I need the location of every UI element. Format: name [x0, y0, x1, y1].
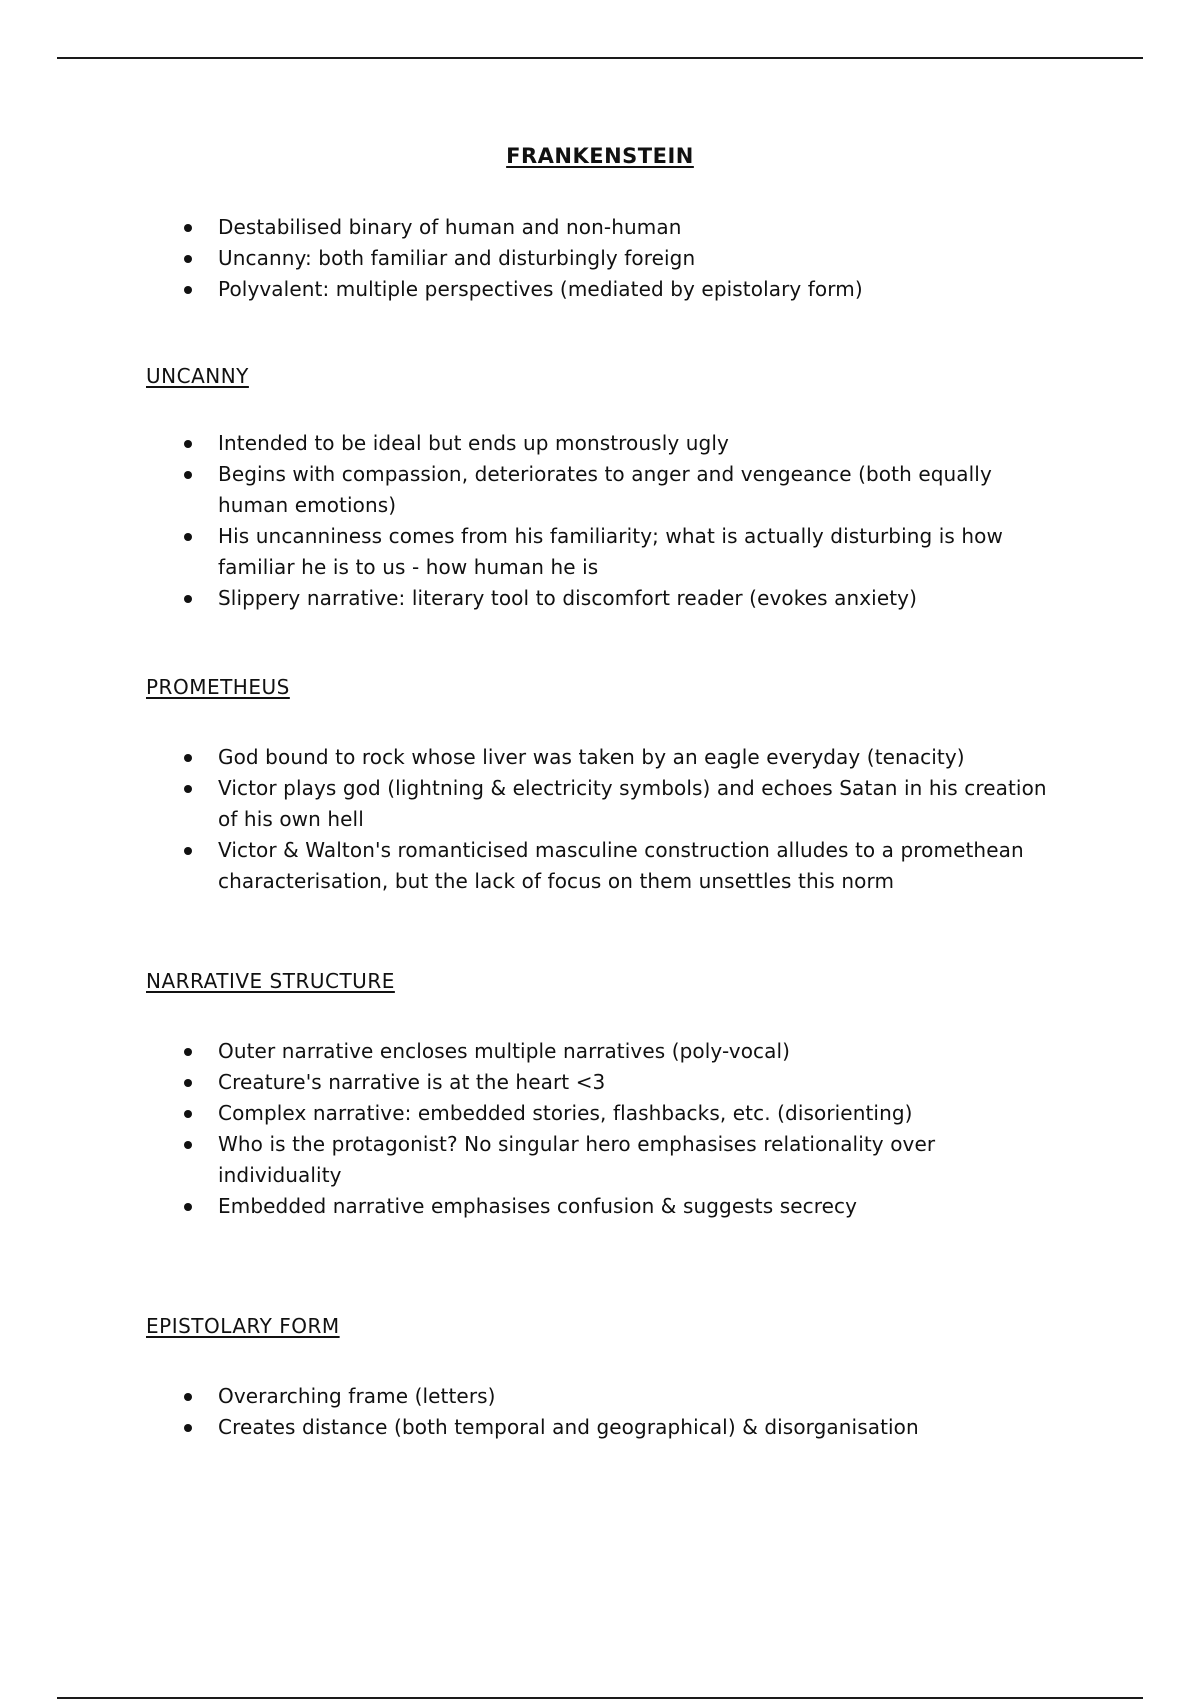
- bullet-icon: [184, 754, 192, 762]
- section-heading-epistolary-form: EPISTOLARY FORM: [146, 1314, 340, 1338]
- bullet-icon: [184, 785, 192, 793]
- bullet-icon: [184, 440, 192, 448]
- list-item: Embedded narrative emphasises confusion & suggests secrecy: [0, 1191, 1200, 1222]
- bullet-icon: [184, 286, 192, 294]
- document-title: FRANKENSTEIN: [506, 144, 694, 168]
- bottom-rule: [57, 1697, 1143, 1699]
- bullet-icon: [184, 533, 192, 541]
- bullet-icon: [184, 471, 192, 479]
- section-heading-narrative-structure: NARRATIVE STRUCTURE: [146, 969, 395, 993]
- list-item: Creature's narrative is at the heart <3: [0, 1067, 1200, 1098]
- bullet-icon: [184, 1203, 192, 1211]
- list-item: Uncanny: both familiar and disturbingly foreign: [0, 243, 1200, 274]
- list-item: Intended to be ideal but ends up monstrously ugly: [0, 428, 1200, 459]
- bullet-icon: [184, 255, 192, 263]
- list-item: God bound to rock whose liver was taken by an eagle everyday (tenacity): [0, 742, 1200, 773]
- bullet-icon: [184, 595, 192, 603]
- intro-list: [0, 212, 1200, 305]
- bullet-icon: [184, 1110, 192, 1118]
- list-item: Who is the protagonist? No singular hero emphasises relationality over individuality: [0, 1129, 1200, 1191]
- top-rule: [57, 57, 1143, 59]
- bullet-icon: [184, 1048, 192, 1056]
- bullet-icon: [184, 1424, 192, 1432]
- list-item: Slippery narrative: literary tool to discomfort reader (evokes anxiety): [0, 583, 1200, 614]
- list-item: Destabilised binary of human and non-human: [0, 212, 1200, 243]
- narrative-structure-list: [0, 1036, 1200, 1222]
- list-item: Victor & Walton's romanticised masculine construction alludes to a promethean characterisation, but the lack of focus on them unsettles this norm: [0, 835, 1200, 897]
- list-item: Outer narrative encloses multiple narratives (poly-vocal): [0, 1036, 1200, 1067]
- list-item: His uncanniness comes from his familiarity; what is actually disturbing is how familiar he is to us - how human he is: [0, 521, 1200, 583]
- bullet-icon: [184, 847, 192, 855]
- bullet-icon: [184, 224, 192, 232]
- bullet-icon: [184, 1079, 192, 1087]
- list-item: Victor plays god (lightning & electricity symbols) and echoes Satan in his creation of his own hell: [0, 773, 1200, 835]
- list-item: Complex narrative: embedded stories, flashbacks, etc. (disorienting): [0, 1098, 1200, 1129]
- section-heading-prometheus: PROMETHEUS: [146, 675, 290, 699]
- uncanny-list: [0, 428, 1200, 614]
- list-item: Begins with compassion, deteriorates to anger and vengeance (both equally human emotions): [0, 459, 1200, 521]
- prometheus-list: [0, 742, 1200, 897]
- section-heading-uncanny: UNCANNY: [146, 364, 249, 388]
- bullet-icon: [184, 1141, 192, 1149]
- list-item: Polyvalent: multiple perspectives (mediated by epistolary form): [0, 274, 1200, 305]
- list-item: Overarching frame (letters): [0, 1381, 1200, 1412]
- list-item: Creates distance (both temporal and geographical) & disorganisation: [0, 1412, 1200, 1443]
- bullet-icon: [184, 1393, 192, 1401]
- epistolary-form-list: [0, 1381, 1200, 1443]
